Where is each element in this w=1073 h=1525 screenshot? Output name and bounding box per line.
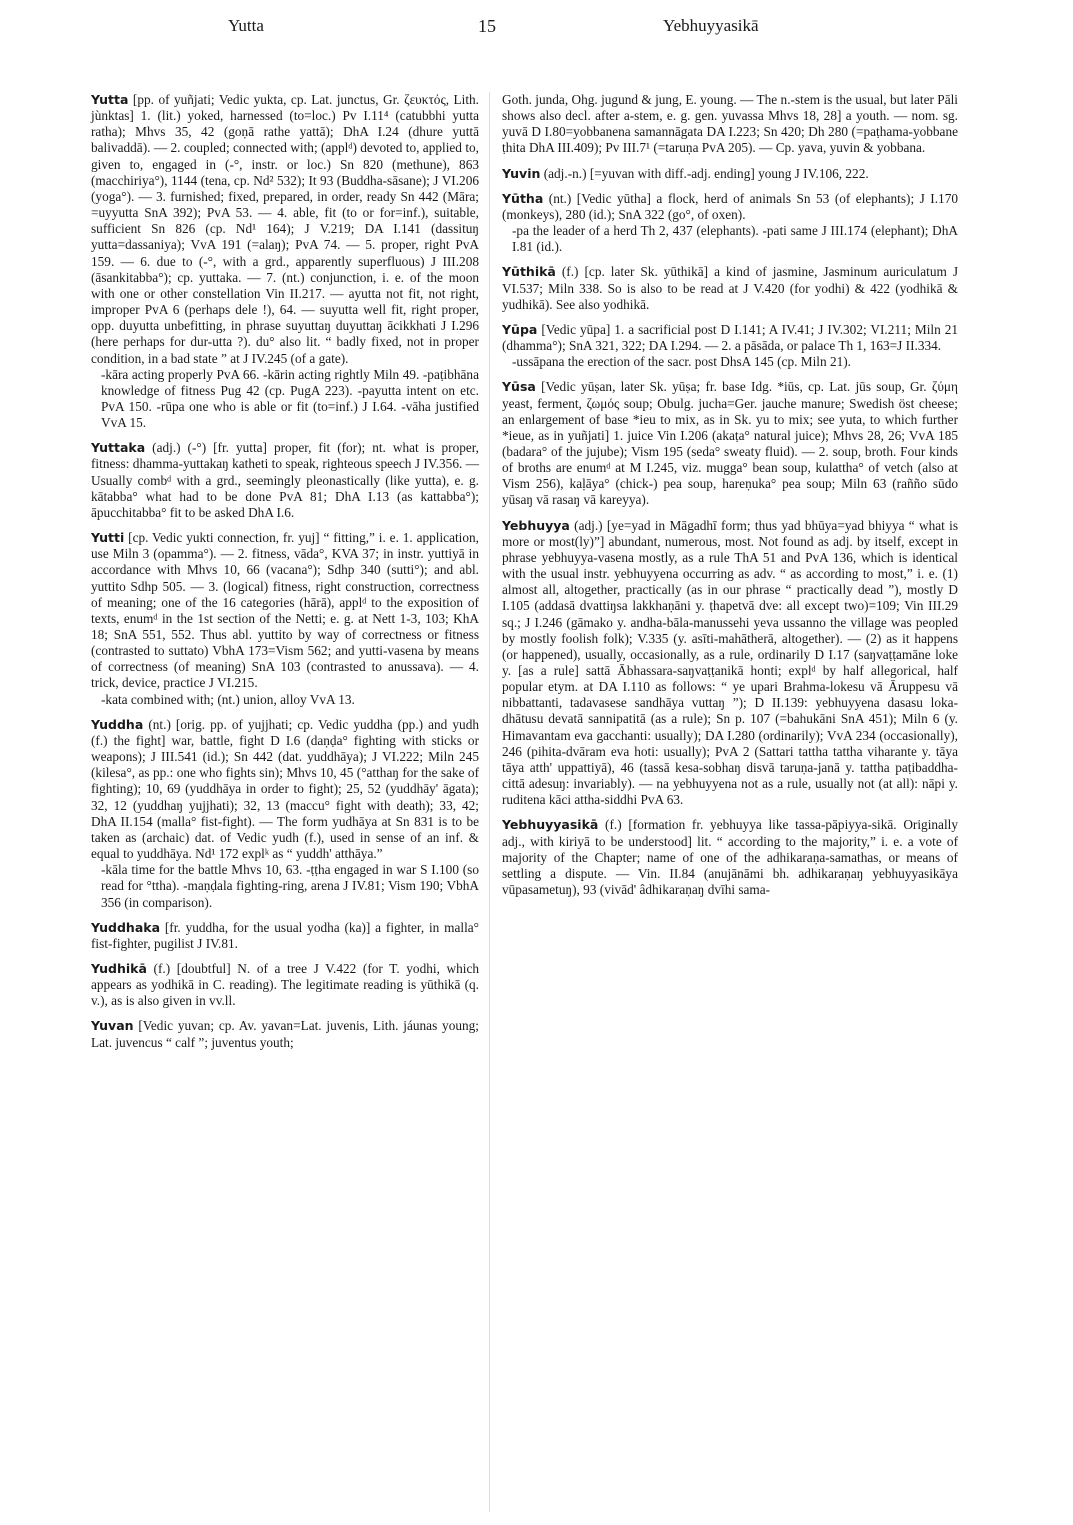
dictionary-entry (502, 817, 958, 898)
headword: Yuvan (91, 1018, 134, 1034)
headword: Yebhuyya (502, 517, 570, 533)
entry-text (502, 379, 958, 508)
dictionary-entry (91, 92, 479, 431)
entry-text (502, 817, 958, 898)
dictionary-entry (502, 166, 958, 182)
headword: Yūthikā (502, 264, 556, 280)
entry-body: (adj.-n.) [=yuvan with diff.-adj. ending] young J IV.106, 222. (543, 165, 869, 181)
sub-entry: -ussāpana the erection of the sacr. post DhsA 145 (cp. Miln 21). (512, 354, 851, 370)
headword: Yūtha (502, 190, 544, 206)
page-number: 15 (478, 16, 496, 36)
headword: Yuvin (502, 165, 541, 181)
left-column (91, 92, 479, 1060)
dictionary-entry (91, 440, 479, 521)
entry-text (91, 717, 479, 862)
entry-text (502, 166, 958, 182)
headword: Yutti (91, 530, 125, 546)
running-head-right: Yebhuyyasikā (663, 16, 759, 35)
entry-body: [Vedic yūpa] 1. a sacrificial post D I.141; A IV.41; J IV.302; VI.211; Miln 21 (dhamma°); SnA 321, 322; DA I.294. — 2. a pāsāda, or palace Th 1, 163=J II.334. (502, 321, 959, 354)
entry-body: (adj.) (-°) [fr. yutta] proper, fit (for); nt. what is proper, fitness: dhamma-yuttakaŋ katheti to speak, righteous speech J IV.356. — Usually combᵈ with a grd., seemingly pleonastically (like yutta), e. g. kātabba° what had to be done PvA 81; DhA I.13 (as kattabba°); āpucchitabba° fit to be asked DhA I.6. (91, 440, 479, 520)
entry-body: (f.) [formation fr. yebhuyya like tassa-pāpiyya-sikā. Originally adj., with kiriyā to be understood] lit. “ according to the majority,” i. e. a vote of majority of the Chapter; name of one of the adhikaraṇa-samathas, or means of settling a dispute. — Vin. II.84 (anujānāmi bh. adhikaraṇaŋ yebhuyyasikāya vūpasametuŋ), 93 (vivād' âdhikaraṇaŋ dvīhi sama- (502, 817, 958, 898)
headword: Yūpa (502, 321, 538, 337)
entry-text (91, 920, 479, 952)
dictionary-entry (91, 1018, 479, 1050)
entry-text (91, 530, 479, 692)
running-head-left: Yutta (228, 16, 264, 35)
dictionary-entry (502, 518, 958, 809)
entry-text (502, 191, 958, 223)
entry-body: [pp. of yuñjati; Vedic yukta, cp. Lat. junctus, Gr. ζευκτός, Lith. jùnktas] 1. (lit.) yoked, harnessed (to=loc.) Pv I.11⁴ (catubbhi yutta ratha); Mhvs 35, 42 (goṇā rathe yattā); DhA I.24 (dhure yuttā balivaddā). — 2. coupled; connected with; (applᵈ) devoted to, applied to, given to, engaged in (-°, instr. or loc.) Sn 820 (methune), 863 (macchiriya°), 1144 (tena, cp. Nd² 532); It 93 (Buddha-sāsane); J VI.206 (yoga°). — 3. furnished; fixed, prepared, in order, ready Sn 442 (Māra; =uyyutta SnA 392); PvA 53. — 4. able, fit (to or for=inf.), suitable, sufficient Sn 826 (cp. Nd¹ 164); J V.219; DA I.141 (dassituŋ yutta=dassaniya); VvA 191 (=alaŋ); PvA 74. — 5. proper, right PvA 159. — 6. due to (-°, with a grd., apparently superfluous) J III.208 (āsankitabba°); cp. yuttaka. — 7. (nt.) conjunction, i. e. of the moon with one or other constellation Vin II.217. — ayutta not fit, not right, improper PvA 6 (perhaps dele !), 64. — suyutta well fit, right proper, opp. duyutta unbefitting, in phrase suyuttaŋ duyuttaŋ ācikkhati J I.296 (here perhaps for dur-utta ?). du° also lit. “ badly fixed, not in proper condition, in a bad state ” at J IV.245 (of a gate). (91, 92, 480, 366)
dictionary-entry (91, 961, 479, 1009)
entry-text (91, 440, 479, 521)
sub-entry: -pa the leader of a herd Th 2, 437 (elephants). -pati same J III.174 (elephant); DhA I.81 (id.). (512, 223, 958, 255)
entry-body: (adj.) [ye=yad in Māgadhī form; thus yad bhūya=yad bhiyya “ what is more or most(ly)”] abundant, numerous, most. Not found as adj. by itself, except in phrase yebhuyya-vasena mostly, as a rule ThA 51 and PvA 136, which is identical with the usual instr. yebhuyyena occurring as adv. “ as according to most,” i. e. (1) almost all, altogether, practically (as in our phrase “ practically dead ”), mostly D I.105 (addasā dvattiŋsa lakkhaṇāni y. ṭhapetvā dve: all except two)=109; Vin III.29 sq.; J I.246 (gāmako y. andha-bāla-manussehi yeva ussanno the village was peopled by mostly foolish folk); V.335 (y. asīti-mahātherā, altogether). — (2) as it happens (or happened), usually, occasionally, as a rule, ordinarily D I.17 (saŋvaṭṭamāne loke y. [as a rule] sattā Ābhassara-saŋvaṭṭanikā honti; explᵈ by half allegorical, half popular etym. at DA I.110 as follows: “ ye upari Brahma-lokesu vā Āruppesu vā nibbattanti, tadavasese sandhāya vuttaŋ ”); D II.139: yebhuyyena dasasu loka-dhātusu devatā sannipatitā (as a rule); Sn p. 107 (=bahukāni SnA 451); Miln 6 (y. Himavantam eva gacchanti: usually); DA I.280 (ordinarily); VvA 234 (occasionally), 246 (pihita-dvāram eva hoti: usually); PvA 2 (Sattari tattha tattha viharante y. tāya tāya atth' uppattiyā), 46 (tassā kesa-sobhaŋ disvā taruṇa-janā y. tattha paṭibaddha-cittā adesuŋ: invariably). — na yebhuyyena not as a rule, usually not (at all): nāpi y. ruditena kāci attha-siddhi PvA 63. (502, 517, 958, 808)
entry-body: (nt.) [orig. pp. of yujjhati; cp. Vedic yuddha (pp.) and yudh (f.) the fight] war, battle, fight D I.6 (daṇḍa° fighting with sticks or weapons); J III.541 (id.); Sn 442 (dat. yuddhāya); J VI.222; Miln 245 (kilesa°, as pp.: one who fights sin); Mhvs 10, 45 (°atthaŋ for the sake of fighting); 10, 69 (yuddhāya in order to fight); 25, 52 (yuddhāy' āgata); 32, 12 (yuddhaŋ yujjhati); 32, 13 (maccu° fight with death); 33, 42; DhA II.154 (malla° fist-fight). — The form yudhāya at Sn 831 is to be taken as (archaic) dat. of Vedic yudh (f.), used in sense of an inf. & equal to yuddhāya. Nd¹ 172 explᵏ as “ yuddh' atthāya.” (91, 716, 479, 862)
entry-text (91, 92, 479, 367)
dictionary-entry (502, 191, 958, 256)
entry-body: [fr. yuddha, for the usual yodha (ka)] a fighter, in malla° fist-fighter, pugilist J IV.81. (91, 919, 479, 951)
headword: Yudhikā (91, 960, 147, 976)
dictionary-entry (502, 322, 958, 370)
dictionary-entry (91, 530, 479, 708)
entry-body: [Vedic yūṣan, later Sk. yūṣa; fr. base Idg. *iūs, cp. Lat. jūs soup, Gr. ζύμη yeast, ferment, ζωμός soup; Obulg. jucha=Ger. jauche manure; Swedish öst cheese; an enlargement of base *ieu to mix, as in Sk. yu to mix; see yuta, to which further *ieue, as in yuñjati] 1. juice Vin I.206 (akaṭa° natural juice); Mhvs 28, 26; VvA 185 (badara° of the jujube); Vism 195 (seda° sweaty fluid). — 2. soup, broth. Four kinds of broths are enumᵈ at M I.245, viz. mugga° bean soup, kulattha° of vetch (also at Vism 256), kaḷāya° (chick-) pea soup, hareṇuka° pea soup; Miln 63 (rañño sūdo yūsaŋ vā rasaŋ vā kareyya). (502, 379, 958, 508)
column-divider (489, 92, 490, 1512)
entry-body: Goth. junda, Ohg. jugund & jung, E. young. — The n.-stem is the usual, but later Pāli shows also decl. after a-stem, e. g. gen. yuvassa Mhvs 18, 28] a youth. — nom. sg. yuvā D I.80=yobbanena samannāgata DA I.223; Sn 420; Dh 280 (=paṭhama-yobbane ṭhita DhA III.409); Pv III.7¹ (=taruṇa PvA 205). — Cp. yava, yuvin & yobbana. (502, 92, 958, 156)
sub-entry: -kāla time for the battle Mhvs 10, 63. -ṭṭha engaged in war S I.100 (so read for °ttha). -maṇḍala fighting-ring, arena J IV.81; Vism 190; VbhA 356 (in comparison). (101, 862, 479, 910)
dictionary-entry (502, 379, 958, 508)
entry-text (91, 1018, 479, 1050)
dictionary-entry (91, 717, 479, 911)
entry-body: (f.) [cp. later Sk. yūthikā] a kind of jasmine, Jasminum auriculatum J VI.537; Miln 338. So is also to be read at J V.420 (for yodhi) & 422 (yodhikā & yudhikā). See also yodhikā. (502, 264, 959, 312)
sub-entry: -kāra acting properly PvA 66. -kārin acting rightly Miln 49. -paṭibhāna knowledge of fitness Pug 42 (cp. PugA 223). -payutta intent on etc. PvA 150. -rūpa one who is able or fit (to=inf.) J I.64. -vāha justified VvA 15. (101, 366, 479, 431)
dictionary-entry (502, 264, 958, 312)
entry-text (502, 264, 958, 312)
entry-body: (f.) [doubtful] N. of a tree J V.422 (for T. yodhi, which appears as yodhikā in C. reading). The legitimate reading is yūthikā (q. v.), as is also given in vv.ll. (91, 960, 479, 1009)
headword: Yutta (91, 92, 129, 107)
dictionary-entry (91, 920, 479, 952)
sub-entry: -kata combined with; (nt.) union, alloy VvA 13. (101, 691, 355, 707)
headword: Yuddha (91, 716, 144, 732)
entry-body: (nt.) [Vedic yūtha] a flock, herd of animals Sn 53 (of elephants); J I.170 (monkeys), 280 (id.); SnA 322 (go°, of oxen). (502, 190, 958, 222)
headword: Yebhuyyasikā (502, 817, 599, 833)
entry-text (502, 518, 958, 809)
right-column (502, 92, 958, 907)
dictionary-entry (502, 92, 958, 157)
headword: Yuddhaka (91, 919, 161, 935)
entry-body: [Vedic yuvan; cp. Av. yavan=Lat. juvenis, Lith. jáunas young; Lat. juvencus “ calf ”; juventus youth; (91, 1018, 479, 1050)
entry-body: [cp. Vedic yukti connection, fr. yuj] “ fitting,” i. e. 1. application, use Miln 3 (opamma°). — 2. fitness, vāda°, KVA 37; in instr. yuttiyā in accordance with Mhvs 10, 66 (vacana°); Sdhp 340 (sutti°); and abl. yuttito Sdhp 505. — 3. (logical) fitness, right construction, correctness of meaning; one of the 16 categories (hārā), applᵈ to the exposition of texts, enumᵈ in the 1st section of the Netti; e. g. at Nett 1-3, 103; KhA 18; SnA 551, 552. Thus abl. yuttito by way of correctness or fitness (contrasted to suttato) VbhA 173=Vism 562; and yutti-vasena by means of correctness (of meaning) SnA 103 (contrasted to anussava). — 4. trick, device, practice J VI.215. (91, 530, 479, 691)
entry-text (502, 322, 958, 354)
headword: Yuttaka (91, 440, 146, 456)
entry-text (91, 961, 479, 1009)
entry-text (502, 92, 958, 157)
headword: Yūsa (502, 379, 536, 395)
